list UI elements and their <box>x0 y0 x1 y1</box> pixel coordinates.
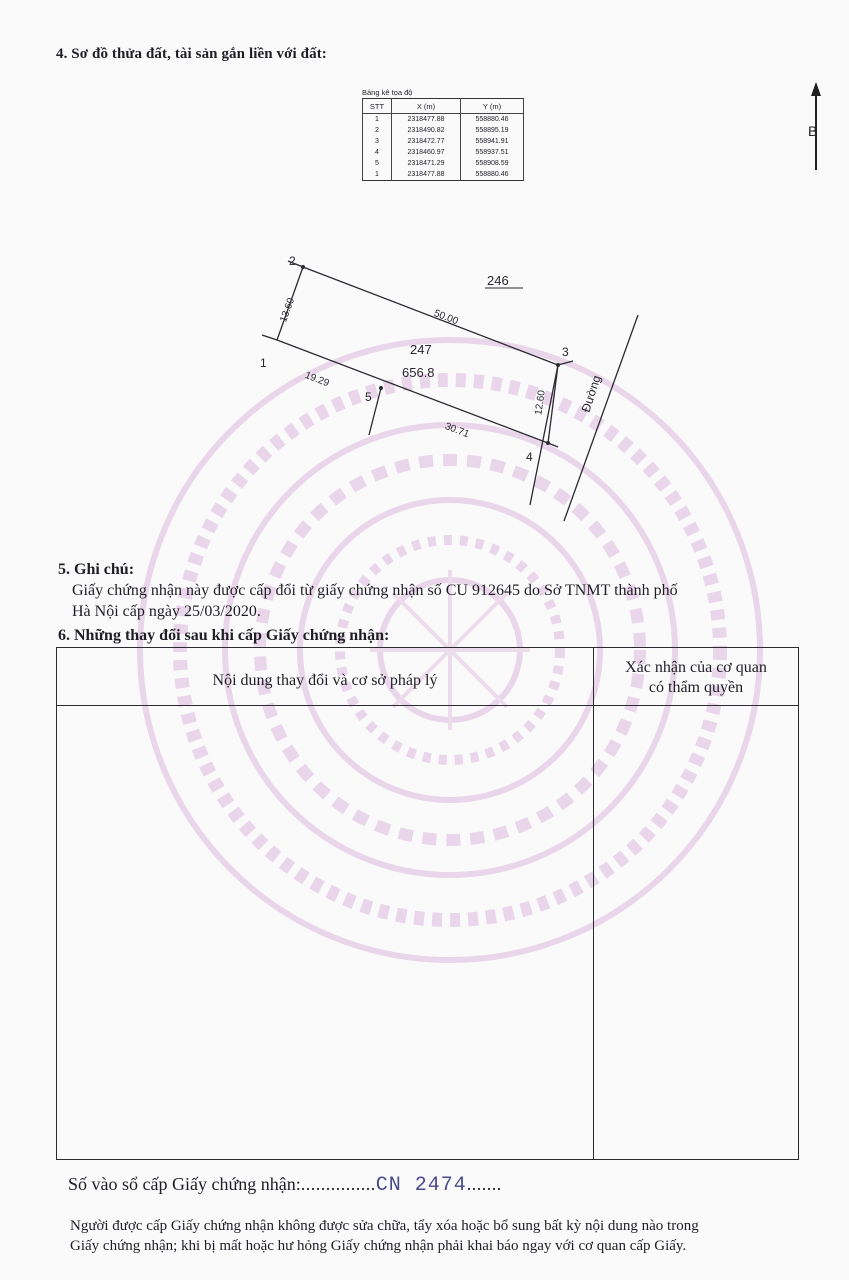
warning-notice <box>70 1216 820 1256</box>
edge-label-5-1: 19.29 <box>303 370 331 390</box>
coord-row <box>363 147 524 158</box>
registration-line <box>68 1174 502 1197</box>
coord-x: 2318490.82 <box>392 125 461 136</box>
section-6-title: 6. Những thay đổi sau khi cấp Giấy chứng nhận: <box>58 627 390 644</box>
point-label-1: 1 <box>260 356 267 370</box>
section-4-title: 4. Sơ đồ thửa đất, tài sản gắn liền với đất: <box>56 46 327 62</box>
coord-row <box>363 114 524 126</box>
coord-row <box>363 136 524 147</box>
coord-y: 558937.51 <box>461 147 524 158</box>
neighbor-line-3 <box>558 361 573 365</box>
point-label-4: 4 <box>526 450 533 464</box>
coord-x: 2318472.77 <box>392 136 461 147</box>
coord-stt: 1 <box>363 169 392 181</box>
note-line-2: Hà Nội cấp ngày 25/03/2020. <box>72 603 261 620</box>
registration-label: Số vào sổ cấp Giấy chứng nhận: <box>68 1174 301 1194</box>
warning-line-1: Người được cấp Giấy chứng nhận không được sửa chữa, tẩy xóa hoặc bổ sung bất kỳ nội dung nào trong <box>70 1218 699 1234</box>
coord-stt: 4 <box>363 147 392 158</box>
coord-row <box>363 169 524 181</box>
changes-table-column-divider <box>593 648 594 1159</box>
edge-label-3-4: 12.60 <box>533 389 548 416</box>
changes-header-confirmation <box>594 658 798 698</box>
coord-stt: 2 <box>363 125 392 136</box>
coord-y: 558941.91 <box>461 136 524 147</box>
coord-header-x: X (m) <box>392 99 461 114</box>
coordinate-table <box>362 88 524 181</box>
vertex-4 <box>546 441 550 445</box>
parcel-area: 656.8 <box>402 365 435 380</box>
road-label: Đường <box>578 373 604 414</box>
north-label: B <box>808 123 818 139</box>
parcel-number: 247 <box>410 342 432 357</box>
coord-stt: 5 <box>363 158 392 169</box>
confirmation-header-line-2: có thẩm quyền <box>648 679 744 696</box>
coord-x: 2318477.88 <box>392 169 461 181</box>
changes-header-content: Nội dung thay đổi và cơ sở pháp lý <box>212 672 438 689</box>
coord-header-stt: STT <box>363 99 392 114</box>
coord-x: 2318460.97 <box>392 147 461 158</box>
confirmation-header-line-1: Xác nhận của cơ quan <box>625 659 767 676</box>
point-label-3: 3 <box>562 345 569 359</box>
changes-table-header-divider <box>57 705 798 706</box>
extension-1-left <box>262 335 277 340</box>
coord-x: 2318471.29 <box>392 158 461 169</box>
coord-stt: 3 <box>363 136 392 147</box>
section-5-note <box>72 580 812 622</box>
coord-stt: 1 <box>363 114 392 126</box>
registration-dots-after: ....... <box>466 1174 502 1194</box>
road-edge-near <box>530 365 558 505</box>
coord-row <box>363 125 524 136</box>
edge-label-4-5: 30.71 <box>443 421 471 441</box>
edge-label-1-2: 13.60 <box>278 296 298 324</box>
road-edge-far <box>564 315 638 521</box>
note-line-1: Giấy chứng nhận này được cấp đổi từ giấy chứng nhận số CU 912645 do Sở TNMT thành phố <box>72 582 678 599</box>
neighbor-parcel-number: 246 <box>487 273 509 288</box>
coord-y: 558908.59 <box>461 158 524 169</box>
section-5-title: 5. Ghi chú: <box>58 561 135 578</box>
registration-dots-before: ............... <box>300 1174 376 1194</box>
coord-y: 558880.46 <box>461 169 524 181</box>
north-arrow-icon <box>806 80 828 172</box>
vertex-5 <box>379 386 383 390</box>
edge-label-2-3: 50.00 <box>432 308 460 328</box>
point-label-5: 5 <box>365 390 372 404</box>
registration-number: CN 2474 <box>375 1174 467 1197</box>
changes-table <box>56 647 799 1160</box>
parcel-plan <box>240 245 660 535</box>
vertex-3 <box>556 363 560 367</box>
coord-x: 2318477.88 <box>392 114 461 126</box>
warning-line-2: Giấy chứng nhận; khi bị mất hoặc hư hỏng Giấy chứng nhận phải khai báo ngay với cơ quan cấp Giấy. <box>70 1238 687 1254</box>
point-label-2: 2 <box>289 254 296 268</box>
coord-row <box>363 158 524 169</box>
coord-y: 558880.46 <box>461 114 524 126</box>
coord-y: 558895.19 <box>461 125 524 136</box>
vertex-2 <box>301 265 305 269</box>
coord-header-y: Y (m) <box>461 99 524 114</box>
coordinate-table-title: Bảng kê tọa độ <box>362 88 413 97</box>
boundary-3-4 <box>548 365 558 443</box>
